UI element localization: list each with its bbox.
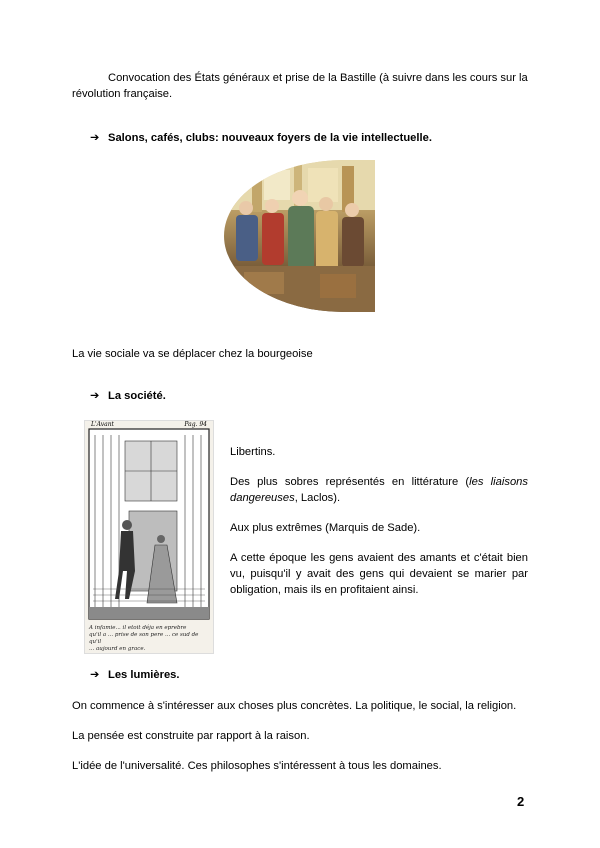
engraving-caption-line-1: A infamie... il etoit déja en eprebre [89, 625, 187, 631]
heading-societe-text: La société. [108, 390, 166, 402]
sobres-text-end: , Laclos). [294, 492, 341, 504]
heading-lumieres-text: Les lumières. [108, 669, 180, 681]
lumieres-p2: La pensée est construite par rapport à la raison. [72, 730, 310, 742]
lumieres-p3: L'idée de l'universalité. Ces philosophes s'intéressent à tous les domaines. [72, 760, 442, 772]
extremes-paragraph: Aux plus extrêmes (Marquis de Sade). [230, 522, 421, 534]
engraving-caption-line-3: ... aujourd en grace. [89, 646, 146, 652]
libertins-paragraph: Libertins. [230, 446, 276, 458]
intro-paragraph [72, 70, 532, 102]
salon-painting-illustration [224, 160, 375, 312]
sobres-paragraph [230, 474, 528, 506]
sobres-text-start: Des plus sobres représentés en littérature ( [230, 476, 470, 488]
heading-salons-text: Salons, cafés, clubs: nouveaux foyers de la vie intellectuelle. [108, 132, 432, 144]
libertins-engraving-image [84, 420, 214, 654]
lumieres-p1: On commence à s'intéresser aux choses plus concrètes. La politique, le social, la religion. [72, 700, 517, 712]
amants-paragraph: A cette époque les gens avaient des amants et c'était bien vu, puisqu'il y avait des gens qui devaient se marier par obligation, mais ils en profitaient ainsi. [230, 552, 528, 596]
arrow-icon: ➔ [90, 669, 100, 681]
heading-lumieres [90, 667, 180, 683]
intro-line-1: Convocation des États généraux et prise de la Bastille (à suivre dans les cours sur la [108, 72, 528, 84]
intro-line-2: révolution française. [72, 88, 173, 100]
engraving-caption [89, 625, 209, 653]
societe-text-column [230, 444, 528, 598]
engraving-caption-line-2: qu'il a ... prise de son pere ... ce sud de qu'il [89, 632, 199, 645]
arrow-icon: ➔ [90, 390, 100, 402]
salon-painting-image [224, 160, 375, 312]
vie-sociale-paragraph: La vie sociale va se déplacer chez la bourgeoise [72, 348, 313, 360]
engraving-illustration [85, 421, 213, 653]
heading-salons [90, 130, 432, 146]
heading-societe [90, 388, 166, 404]
engraving-header-right: Pag. 94 [184, 421, 207, 428]
page-number: 2 [517, 794, 525, 809]
book-title-liaisons: les liaisons dangereuses [230, 476, 528, 504]
engraving-header-left: L'Avant [91, 421, 114, 428]
arrow-icon: ➔ [90, 132, 100, 144]
